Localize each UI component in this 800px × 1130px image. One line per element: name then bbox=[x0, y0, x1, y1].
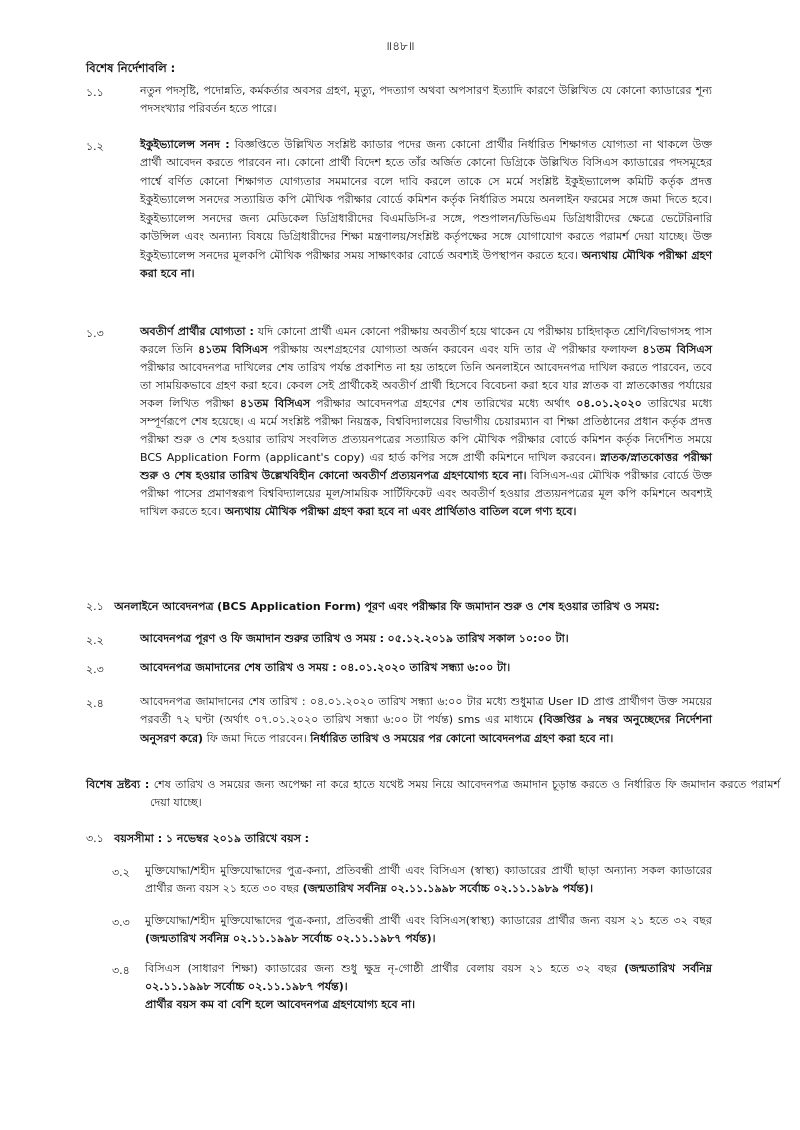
page-number: ॥৪৮॥ bbox=[385, 39, 415, 53]
section-value: ০৫.১২.২০১৯ তারিখ সকাল ১০:০০ টা। bbox=[387, 632, 569, 645]
section-text: যদি কোনো প্রার্থী এমন কোনো পরীক্ষায় অবতীর্ণ হয়ে থাকেন যে পরীক্ষায় চাহিদাকৃত শ্রেণি/বিভাগসহ পাস করলে তিনি bbox=[140, 325, 712, 357]
bold-bcs: ৪১তম বিসিএস bbox=[239, 397, 311, 411]
section-bold-tail: অন্যথায় মৌখিক পরীক্ষা গ্রহণ করা হবে না। bbox=[140, 248, 712, 281]
section-number: ১.২ bbox=[86, 140, 104, 153]
special-instructions-heading: বিশেষ নির্দেশাবলি : bbox=[86, 61, 176, 75]
section-number: ২.১ bbox=[86, 600, 104, 613]
section-label: আবেদনপত্র পূরণ ও ফি জমাদান শুরুর তারিখ ও সময় : bbox=[140, 632, 385, 645]
note-text: শেষ তারিখ ও সময়ের জন্য অপেক্ষা না করে হাতে যথেষ্ট সময় নিয়ে আবেদনপত্র জমাদান চূড়ান্ত করতে ও নির্ধারিত ফি জমাদান করতে পরামর্শ দেয়া যাচ্ছে। bbox=[150, 778, 780, 809]
bold-warning: অন্যথায় মৌখিক পরীক্ষা গ্রহণ করা হবে না এবং প্রার্থিতাও বাতিল বলে গণ্য হবে। bbox=[224, 505, 577, 519]
section-text: বয়সসীমা : ১ নভেম্বর ২০১৯ তারিখে বয়স : bbox=[114, 832, 310, 845]
section-bold: (জন্মতারিখ সর্বনিম্ন ০২.১১.১৯৯৮ সর্বোচ্চ ০২.১১.১৯৮৭ পর্যন্ত)। bbox=[145, 962, 712, 993]
section-3-4 bbox=[145, 960, 712, 1013]
section-1-3 bbox=[140, 323, 712, 521]
section-number: ১.১ bbox=[86, 86, 104, 99]
section-number: ৩.৪ bbox=[112, 964, 130, 977]
bold-date: ০৪.০১.২০২০ bbox=[576, 397, 642, 411]
section-2-4 bbox=[140, 693, 712, 748]
section-text: মুক্তিযোদ্ধা/শহীদ মুক্তিযোদ্ধাদের পুত্র-কন্যা, প্রতিবন্ধী প্রার্থী এবং বিসিএস(স্বাস্থ্য) ক্যাডারের প্রার্থীর জন্য বয়স ২১ হতে ৩২ বছর bbox=[145, 914, 712, 927]
section-number: ২.২ bbox=[86, 634, 104, 647]
form-name: (BCS Application Form) bbox=[217, 600, 362, 613]
section-text: নতুন পদসৃষ্টি, পদোন্নতি, কর্মকর্তার অবসর গ্রহণ, মৃত্যু, পদত্যাগ অথবা অপসারণ ইত্যাদি কারণে উল্লিখিত যে কোনো ক্যাডারের শূন্য পদসংখ্যার পরিবর্তন হতে পারে। bbox=[140, 84, 712, 115]
section-bold: (জন্মতারিখ সর্বনিম্ন ০২.১১.১৯৯৮ সর্বোচ্চ ০২.১১.১৯৮৭ পর্যন্ত)। bbox=[145, 931, 436, 945]
section-2-1 bbox=[86, 598, 746, 616]
special-note bbox=[86, 776, 780, 812]
section-2-3 bbox=[140, 659, 712, 677]
section-1-1 bbox=[140, 82, 712, 118]
bold-warning: স্নাতক/স্নাতকোত্তর পরীক্ষা শুরু ও শেষ হওয়ার তারিখ উল্লেখবিহীন কোনো অবতীর্ণ প্রত্যয়নপত্র গ্রহণযোগ্য হবে না। bbox=[140, 451, 712, 483]
section-text: পূরণ এবং পরীক্ষার ফি জমাদান শুরু ও শেষ হওয়ার তারিখ ও সময়: bbox=[364, 600, 660, 613]
bold-bcs: ৪১তম বিসিএস bbox=[198, 343, 268, 357]
section-3-1 bbox=[86, 830, 686, 848]
section-label: আবেদনপত্র জমাদানের শেষ তারিখ ও সময় : bbox=[140, 661, 337, 674]
section-lead: ইকুইভ্যালেন্স সনদ : bbox=[140, 138, 230, 151]
section-text: বিসিএস-এর মৌখিক পরীক্ষার বোর্ডে উক্ত পরীক্ষা পাসের প্রমাণস্বরূপ বিশ্ববিদ্যালয়ের মূল/সাময়িক সার্টিফিকেট এবং অবতীর্ণ হওয়ার প্রত্যয়নপত্রের মূল কপি কমিশনে অবশ্যই দাখিল করতে হবে। bbox=[140, 469, 712, 519]
section-bold: নির্ধারিত তারিখ ও সময়ের পর কোনো আবেদনপত্র গ্রহণ করা হবে না। bbox=[310, 731, 614, 745]
section-number: ২.৪ bbox=[86, 697, 104, 710]
section-number: ৩.১ bbox=[86, 832, 104, 845]
section-number: ৩.২ bbox=[112, 866, 130, 879]
section-1-2 bbox=[140, 136, 712, 284]
section-2-2 bbox=[140, 630, 712, 648]
section-value: ০৪.০১.২০২০ তারিখ সন্ধ্যা ৬:০০ টা। bbox=[340, 661, 511, 674]
section-text: পরীক্ষার আবেদনপত্র দাখিলের শেষ তারিখ পর্যন্ত প্রকাশিত না হয় তাহলে তিনি অনলাইনে আবেদনপত্র দাখিল করতে পারবেন, তবে তা সাময়িকভাবে গ্রহণ করা হবে। কেবল সেই প্রার্থীকেই অবতীর্ণ প্রার্থী হিসেবে বিবেচনা করা হবে যার স্নাতক বা স্নাতকোত্তর পর্যায়ের সকল লিখিত পরীক্ষা bbox=[140, 361, 712, 411]
section-bold: (জন্মতারিখ সর্বনিম্ন ০২.১১.১৯৯৮ সর্বোচ্চ ০২.১১.১৯৮৯ পর্যন্ত)। bbox=[302, 881, 594, 895]
section-number: ২.৩ bbox=[86, 663, 104, 676]
section-text: মুক্তিযোদ্ধা/শহীদ মুক্তিযোদ্ধাদের পুত্র-কন্যা, প্রতিবন্ধী প্রার্থী এবং বিসিএস (স্বাস্থ্য) ক্যাডারের প্রার্থী ছাড়া অন্যান্য সকল ক্যাডারের প্রার্থীর জন্য বয়স ২১ হতে ৩০ বছর bbox=[145, 864, 712, 895]
section-text: অনলাইনে আবেদনপত্র bbox=[114, 600, 214, 613]
section-bold: (বিজ্ঞপ্তির ৯ নম্বর অনুচ্ছেদের নির্দেশনা অনুসরণ করে) bbox=[140, 713, 712, 745]
section-text: আবেদনপত্র জামাদানের শেষ তারিখ : ০৪.০১.২০২০ তারিখ সন্ধ্যা ৬:০০ টার মধ্যে শুধুমাত্র User ID প্রাপ্ত প্রার্থীগণ উক্ত সময়ের পরবর্তী ৭২ ঘণ্টা (অর্থাৎ ০৭.০১.২০২০ তারিখ সন্ধ্যা ৬:০০ টা পর্যন্ত) sms এর মাধ্যমে bbox=[140, 695, 712, 727]
section-number: ৩.৩ bbox=[112, 916, 130, 929]
section-final-warning: প্রার্থীর বয়স কম বা বেশি হলে আবেদনপত্র গ্রহণযোগ্য হবে না। bbox=[145, 997, 416, 1011]
section-text: ফি জমা দিতে পারবেন। bbox=[206, 731, 307, 745]
section-text: বিসিএস (সাধারণ শিক্ষা) ক্যাডারের জন্য শুধু ক্ষুদ্র নৃ-গোষ্ঠী প্রার্থীর বেলায় বয়স ২১ হতে ৩২ বছর bbox=[145, 962, 617, 975]
section-text: বিজ্ঞপ্তিতে উল্লিখিত সংশ্লিষ্ট ক্যাডার পদের জন্য কোনো প্রার্থীর নির্ধারিত শিক্ষাগত যোগ্যতা না থাকলে উক্ত প্রার্থী আবেদন করতে পারবেন না। কোনো প্রার্থী বিদেশ হতে তাঁর অর্জিত কোনো ডিগ্রিকে উল্লিখিত বিসিএস ক্যাডারের পদসমূহের পার্শ্বে বর্ণিত কোনো শিক্ষাগত যোগ্যতার সমমানের বলে দাবি করলে তাকে সে মর্মে সংশ্লিষ্ট ইকুইভ্যালেন্স কমিটি কর্তৃক প্রদত্ত ইকুইভ্যালেন্স সনদের সত্যায়িত কপি মৌখিক পরীক্ষার বোর্ডে কমিশন কর্তৃক নির্ধারিত সময়ে অনলাইন ফরমের সঙ্গে জমা দিতে হবে। ইকুইভ্যালেন্স সনদের জন্য মেডিকেল ডিগ্রিধারীদের বিএমডিসি-র সঙ্গে, পশুপালন/ডিভিএম ডিগ্রিধারীদের ক্ষেত্রে ভেটেরিনারি কাউন্সিল এবং অন্যান্য বিষয়ে ডিগ্রিধারীদের শিক্ষা মন্ত্রণালয়/সংশ্লিষ্ট কর্তৃপক্ষের সঙ্গে যোগাযোগ করতে পরামর্শ দেয়া যাচ্ছে। উক্ত ইকুইভ্যালেন্স সনদের মূলকপি মৌখিক পরীক্ষার সময় সাক্ষাৎকার বোর্ডে অবশ্যই উপস্থাপন করতে হবে। bbox=[140, 138, 712, 262]
section-number: ১.৩ bbox=[86, 327, 104, 340]
section-text: পরীক্ষার আবেদনপত্র গ্রহণের শেষ তারিখের মধ্যে অর্থাৎ bbox=[316, 397, 571, 411]
section-text: পরীক্ষায় অংশগ্রহণের যোগ্যতা অর্জন করবেন এবং যদি তার ঐ পরীক্ষার ফলাফল bbox=[273, 343, 638, 357]
note-label: বিশেষ দ্রষ্টব্য : bbox=[86, 778, 150, 791]
section-3-3 bbox=[145, 912, 712, 948]
section-text: তারিখের মধ্যে সম্পূর্ণরূপে শেষ হয়েছে। এ মর্মে সংশ্লিষ্ট পরীক্ষা নিয়ন্ত্রক, বিশ্ববিদ্যালয়ের বিভাগীয় চেয়ারম্যান বা শিক্ষা প্রতিষ্ঠানের প্রধান কর্তৃক প্রদত্ত পরীক্ষা শুরু ও শেষ হওয়ার তারিখ সংবলিত প্রত্যয়নপত্রের সত্যায়িত কপি মৌখিক পরীক্ষার বোর্ডে কমিশন কর্তৃক নির্দেশিত সময়ে BCS Application Form (applicant's copy) এর হার্ড কপির সঙ্গে প্রার্থী কমিশনে দাখিল করবেন। bbox=[140, 397, 713, 465]
section-3-2 bbox=[145, 862, 712, 898]
bold-bcs: ৪১তম বিসিএস bbox=[642, 343, 712, 357]
section-lead: অবতীর্ণ প্রার্থীর যোগ্যতা : bbox=[140, 325, 254, 338]
